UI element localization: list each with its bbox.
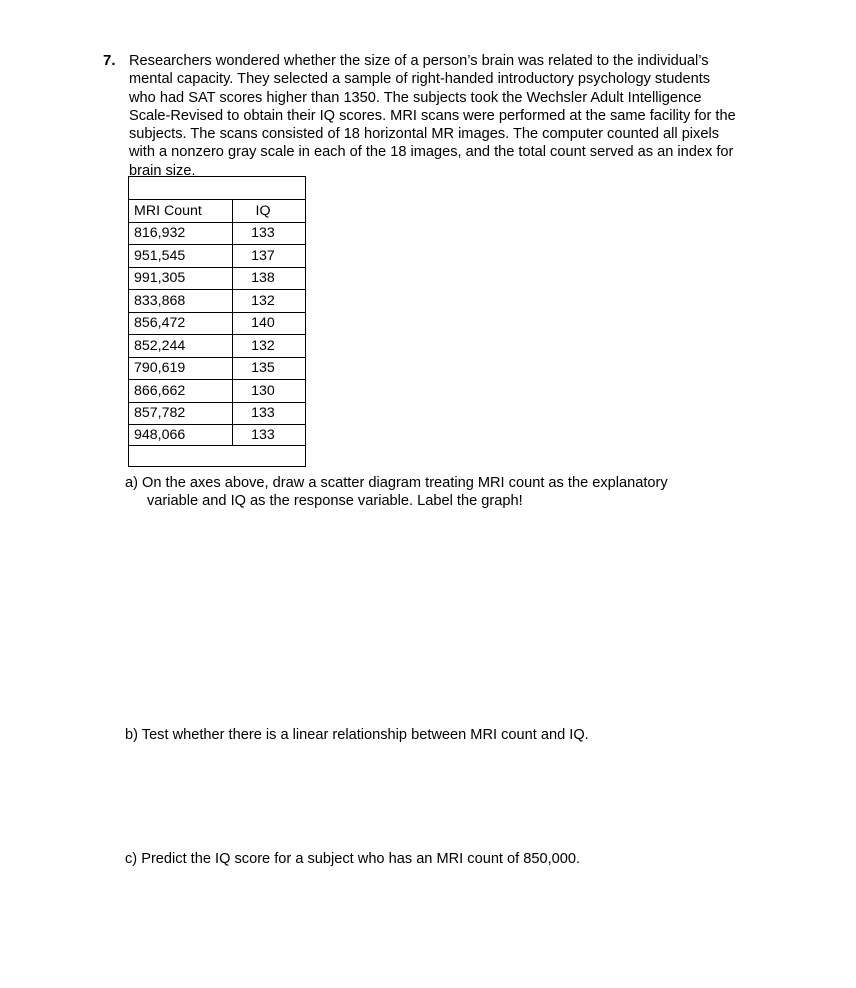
problem-line-2: mental capacity. They selected a sample of right-handed introductory psychology students bbox=[129, 71, 711, 88]
problem-line-3: who had SAT scores higher than 1350. The subjects took the Wechsler Adult Intelligence bbox=[129, 89, 702, 106]
cell-mri: 951,545 bbox=[129, 245, 233, 268]
part-a-question bbox=[125, 474, 668, 511]
part-b-line-1: b) Test whether there is a linear relationship between MRI count and IQ. bbox=[125, 727, 589, 743]
table-row bbox=[129, 290, 305, 313]
table-header-row bbox=[129, 200, 305, 223]
header-iq: IQ bbox=[233, 200, 306, 223]
cell-mri: 790,619 bbox=[129, 357, 233, 380]
cell-mri: 857,782 bbox=[129, 402, 233, 425]
mri-iq-table bbox=[129, 199, 305, 446]
cell-iq: 133 bbox=[233, 222, 306, 245]
table-row bbox=[129, 222, 305, 245]
cell-iq: 138 bbox=[233, 267, 306, 290]
part-a-line-1: a) On the axes above, draw a scatter diagram treating MRI count as the explanatory bbox=[125, 475, 668, 491]
cell-iq: 140 bbox=[233, 312, 306, 335]
part-c-question bbox=[125, 850, 580, 868]
problem-line-7: brain size. bbox=[129, 162, 196, 179]
problem-line-6: with a nonzero gray scale in each of the 18 images, and the total count served as an index for bbox=[129, 144, 734, 161]
cell-mri: 833,868 bbox=[129, 290, 233, 313]
table-row bbox=[129, 335, 305, 358]
cell-mri: 816,932 bbox=[129, 222, 233, 245]
cell-iq: 133 bbox=[233, 402, 306, 425]
cell-mri: 991,305 bbox=[129, 267, 233, 290]
problem-line-5: subjects. The scans consisted of 18 horizontal MR images. The computer counted all pixels bbox=[129, 126, 719, 143]
table-row bbox=[129, 425, 305, 446]
cell-mri: 866,662 bbox=[129, 380, 233, 403]
part-b-question bbox=[125, 726, 589, 744]
table-row bbox=[129, 312, 305, 335]
cell-iq: 135 bbox=[233, 357, 306, 380]
table-row bbox=[129, 380, 305, 403]
cell-iq: 132 bbox=[233, 335, 306, 358]
problem-line-4: Scale-Revised to obtain their IQ scores. MRI scans were performed at the same facility for the bbox=[129, 107, 736, 124]
problem-line-1: Researchers wondered whether the size of a person’s brain was related to the individual’s bbox=[129, 53, 709, 69]
table-top-blank-row bbox=[129, 177, 305, 199]
table-row bbox=[129, 402, 305, 425]
question-number: 7. bbox=[103, 52, 116, 69]
problem-text bbox=[129, 52, 819, 180]
cell-mri: 856,472 bbox=[129, 312, 233, 335]
cell-iq: 137 bbox=[233, 245, 306, 268]
data-table bbox=[128, 176, 306, 467]
header-mri-count: MRI Count bbox=[129, 200, 233, 223]
cell-iq: 132 bbox=[233, 290, 306, 313]
table-row bbox=[129, 245, 305, 268]
cell-mri: 948,066 bbox=[129, 425, 233, 446]
cell-iq: 133 bbox=[251, 427, 275, 443]
cell-mri: 852,244 bbox=[129, 335, 233, 358]
part-a-line-2: variable and IQ as the response variable. Label the graph! bbox=[147, 493, 523, 510]
part-c-line-1: c) Predict the IQ score for a subject who has an MRI count of 850,000. bbox=[125, 851, 581, 867]
table-row bbox=[129, 267, 305, 290]
cell-iq: 130 bbox=[233, 380, 306, 403]
table-row bbox=[129, 357, 305, 380]
table-bottom-blank-row bbox=[129, 446, 305, 466]
